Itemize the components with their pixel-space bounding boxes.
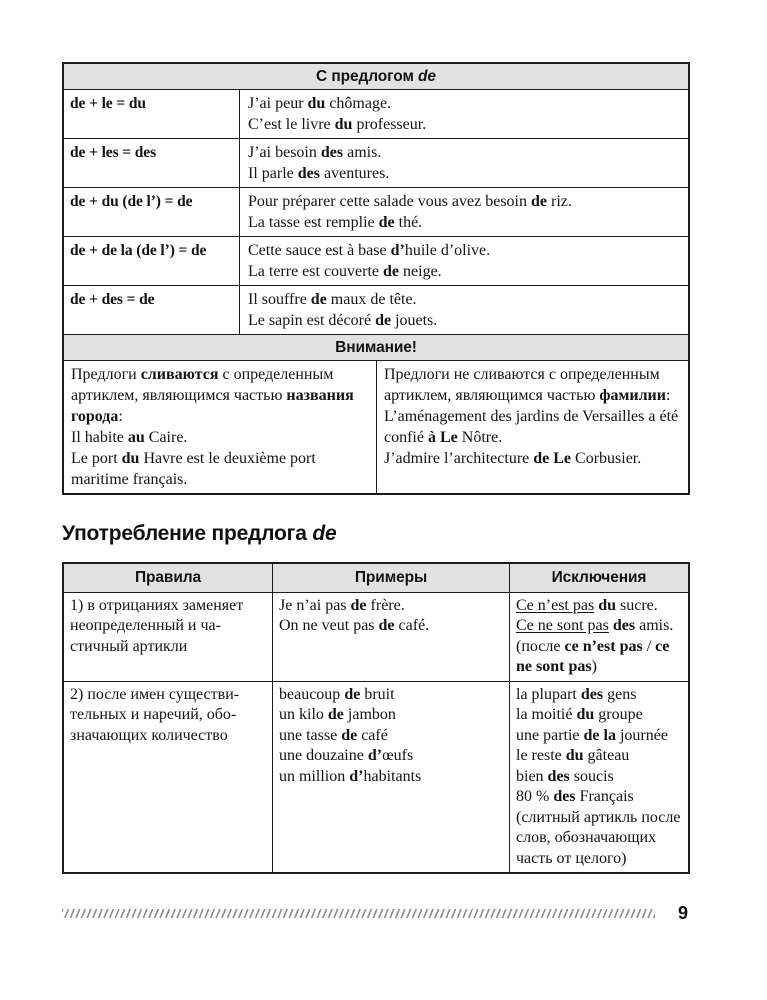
examples-cell: Je n’ai pas de frère. On ne veut pas de café.: [272, 593, 509, 681]
footer-decoration-line: [62, 909, 655, 918]
table1-title: С предлогом de: [64, 64, 688, 89]
rule-cell: de + le = du: [70, 95, 146, 112]
table-usage-de: [62, 562, 690, 874]
rule-cell: de + des = de: [70, 291, 155, 308]
rule-cell: 2) после имен существительных и наречий, обозначающих количество: [70, 685, 240, 744]
table-row: [64, 285, 688, 334]
page-content: [62, 62, 690, 874]
rule-cell: 1) в отрицаниях заменяет неопределенный и частичный артикли: [70, 596, 244, 655]
table-row: [64, 138, 688, 187]
table-row: [64, 187, 688, 236]
attention-right-cell: Предлоги не сливаются с определенным артиклем, являющимся частью фамилии: L’aménagement des jardins de Versailles a été confié à Le Nôtre. J’admire l’architecture de Le Corbusier.: [376, 361, 688, 493]
exceptions-cell: Ce n’est pas du sucre. Ce ne sont pas des amis. (после ce n’est pas / ce ne sont pas): [509, 593, 688, 681]
exceptions-cell: la plupart des gens la moitié du groupe une partie de la journée le reste du gâteau bien des soucis 80 % des Français (слитный артикль после слов, обозначающих часть от целого): [509, 682, 688, 873]
examples-cell: Pour préparer cette salade vous avez besoin de riz. La tasse est remplie de thé.: [239, 188, 688, 236]
rule-cell: de + du (de l’) = de: [70, 193, 193, 210]
page-footer: [62, 903, 690, 924]
examples-cell: Il souffre de maux de tête. Le sapin est décoré de jouets.: [239, 286, 688, 334]
table2-header-row: [64, 564, 688, 592]
column-header-exceptions: Исключения: [509, 564, 688, 592]
rule-cell: de + les = des: [70, 144, 157, 161]
section-heading: Употребление предлога de: [62, 522, 337, 545]
table-row: [64, 592, 688, 681]
table-row: [64, 236, 688, 285]
column-header-examples: Примеры: [272, 564, 509, 592]
examples-cell: beaucoup de bruit un kilo de jambon une tasse de café une douzaine d’œufs un million d’habitants: [272, 682, 509, 873]
attention-header: Внимание!: [64, 334, 688, 360]
table-row: [64, 89, 688, 138]
attention-left-cell: Предлоги сливаются с определенным артиклем, являющимся частью названия города: Il habite au Caire. Le port du Havre est le deuxième port maritime français.: [71, 366, 354, 488]
table-row: [64, 681, 688, 873]
rule-cell: de + de la (de l’) = de: [70, 242, 207, 259]
column-header-rules: Правила: [64, 564, 272, 592]
attention-row: [64, 360, 688, 493]
examples-cell: Cette sauce est à base d’huile d’olive. La terre est couverte de neige.: [239, 237, 688, 285]
examples-cell: J’ai peur du chômage. C’est le livre du professeur.: [239, 90, 688, 138]
examples-cell: J’ai besoin des amis. Il parle des aventures.: [239, 139, 688, 187]
page-number: 9: [677, 903, 688, 923]
table-contracted-de: [62, 62, 690, 495]
